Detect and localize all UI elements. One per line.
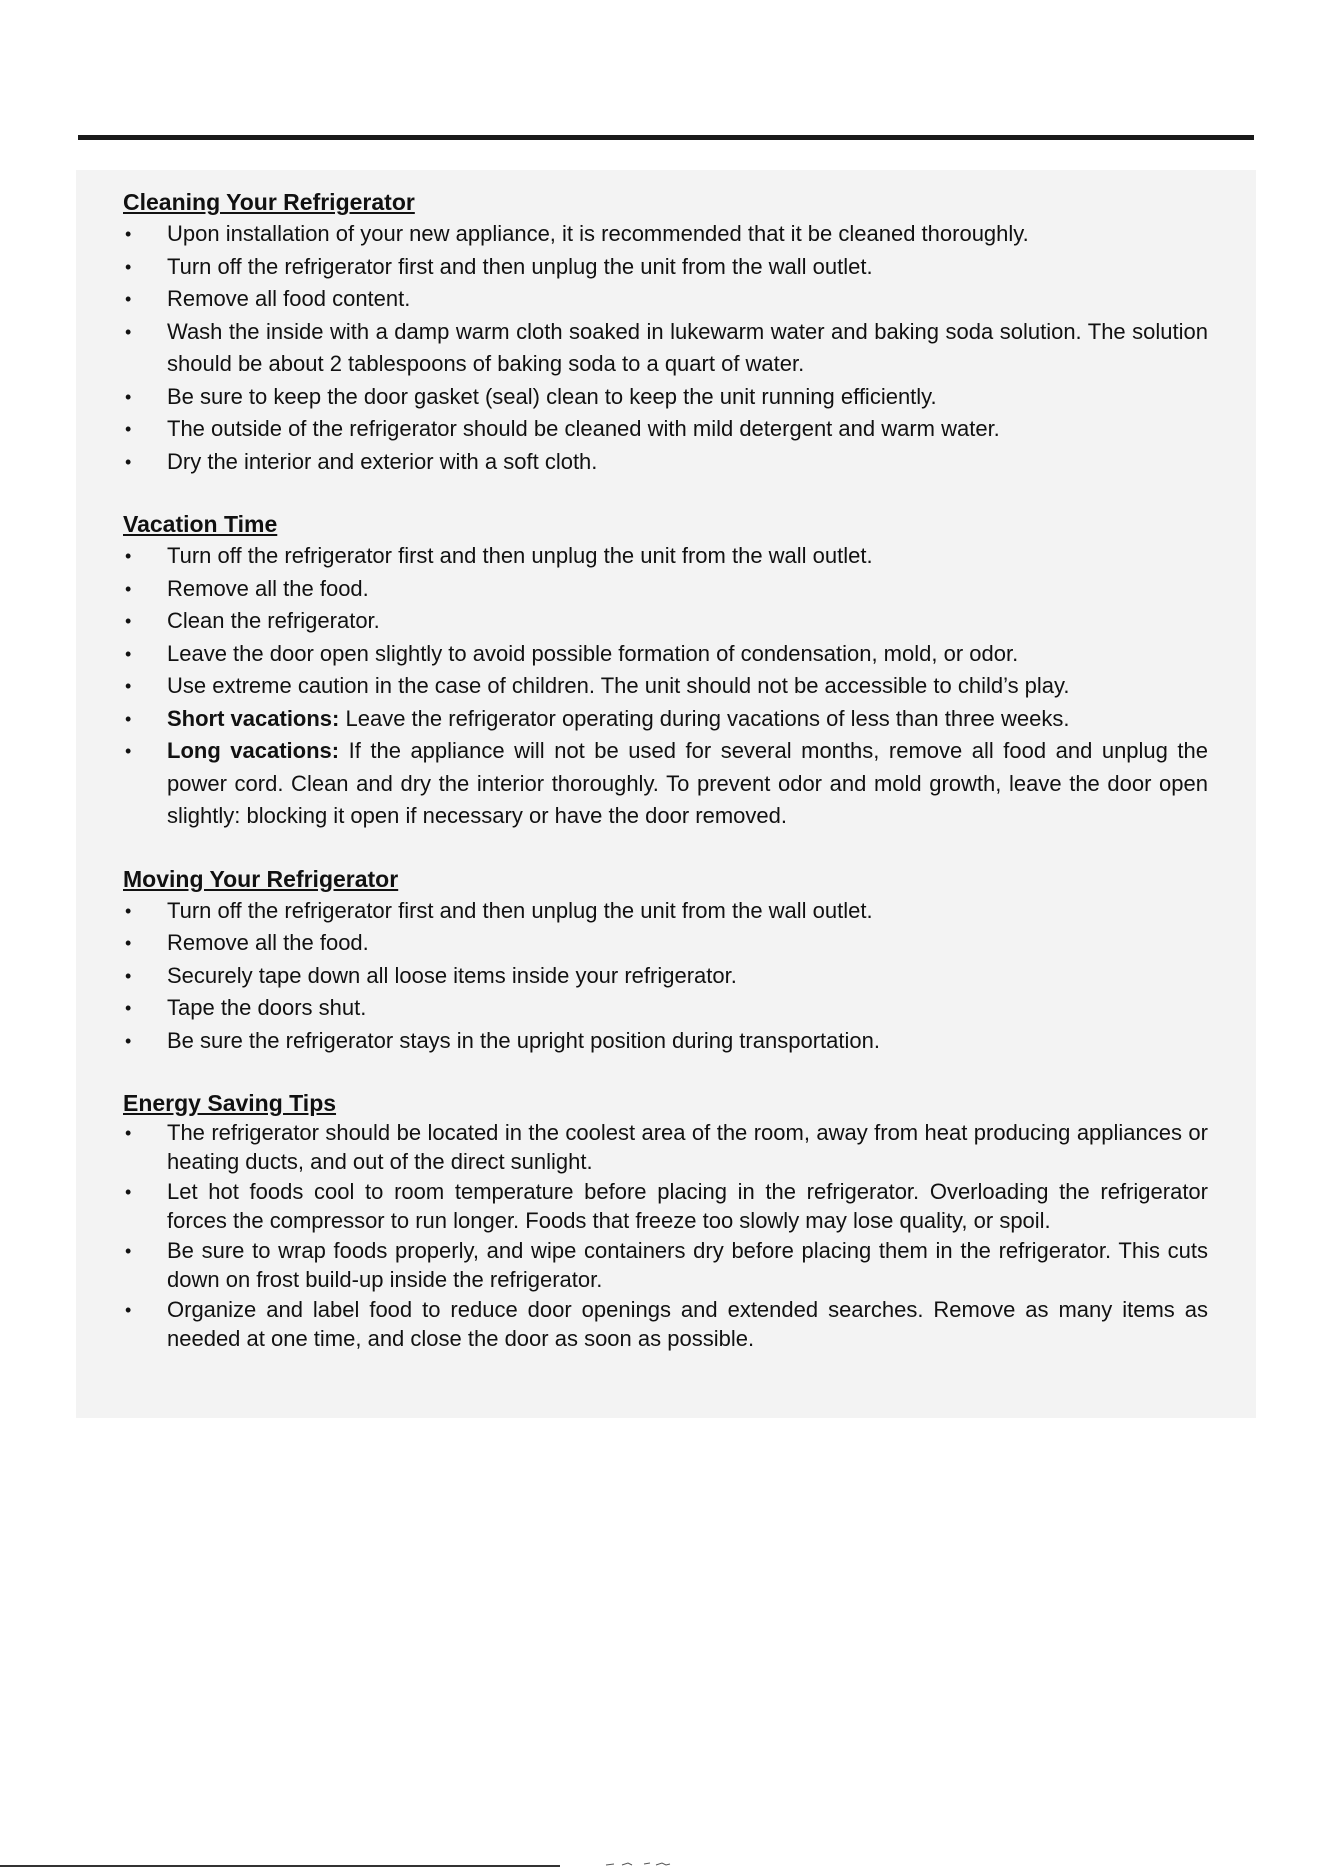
section-moving xyxy=(123,863,1208,1058)
item-text: Remove all the food. xyxy=(167,930,369,955)
bullet-icon: • xyxy=(125,451,132,472)
list-item xyxy=(123,1025,1208,1058)
bullet-list xyxy=(123,1119,1208,1353)
list-item xyxy=(123,1119,1208,1176)
bullet-icon: • xyxy=(125,1182,132,1202)
section-vacation xyxy=(123,508,1208,833)
bullet-list xyxy=(123,218,1208,478)
list-item xyxy=(123,316,1208,381)
bullet-icon: • xyxy=(125,611,132,631)
item-text: Securely tape down all loose items inside your refrigerator. xyxy=(167,962,737,988)
list-item xyxy=(123,992,1208,1025)
item-text: Be sure to keep the door gasket (seal) clean to keep the unit running efficiently. xyxy=(167,383,937,409)
list-item xyxy=(123,251,1208,284)
section-energy xyxy=(123,1087,1208,1353)
bullet-icon: • xyxy=(125,900,132,921)
bullet-icon: • xyxy=(125,1300,132,1320)
item-text: Remove all food content. xyxy=(167,286,411,311)
list-item xyxy=(123,1178,1208,1235)
item-text: Wash the inside with a damp warm cloth soaked in lukewarm water and baking soda solution. The solution should be about 2 tablespoons of baking soda to a quart of water. xyxy=(167,318,1208,376)
section-cleaning xyxy=(123,186,1208,478)
item-text: Be sure to wrap foods properly, and wipe containers dry before placing them in the refrigerator. This cuts down on frost build-up inside the refrigerator. xyxy=(167,1238,1208,1292)
item-text: Tape the doors shut. xyxy=(167,995,367,1020)
bottom-rule xyxy=(0,1865,560,1867)
item-text: Turn off the refrigerator first and then unplug the unit from the wall outlet. xyxy=(167,253,873,279)
item-text: Let hot foods cool to room temperature before placing in the refrigerator. Overloading the refrigerator forces the compressor to run longer. Foods that freeze too slowly may lose quality, or spoil. xyxy=(167,1179,1208,1233)
bullet-icon: • xyxy=(125,1123,132,1143)
item-text: The outside of the refrigerator should be cleaned with mild detergent and warm water. xyxy=(167,416,1000,441)
top-rule xyxy=(78,135,1254,140)
item-bold-label: Long vacations: xyxy=(167,738,340,763)
item-text: Dry the interior and exterior with a soft cloth. xyxy=(167,448,598,474)
bullet-icon: • xyxy=(125,643,132,664)
bullet-icon: • xyxy=(125,708,132,729)
list-item xyxy=(123,413,1208,446)
bullet-icon: • xyxy=(125,321,132,342)
bullet-icon: • xyxy=(125,998,132,1018)
list-item xyxy=(123,670,1208,703)
list-item xyxy=(123,703,1208,736)
bullet-icon: • xyxy=(125,1241,132,1261)
bullet-icon: • xyxy=(125,578,132,599)
list-item xyxy=(123,1296,1208,1353)
bullet-icon: • xyxy=(125,1030,132,1051)
bullet-icon: • xyxy=(125,419,132,439)
item-text: Leave the refrigerator operating during vacations of less than three weeks. xyxy=(339,705,1070,731)
section-heading: Energy Saving Tips xyxy=(123,1090,337,1116)
list-item xyxy=(123,735,1208,833)
bullet-icon: • xyxy=(125,289,132,309)
item-bold-label: Short vacations: xyxy=(167,705,340,731)
item-text: Organize and label food to reduce door openings and extended searches. Remove as many items as needed at one time, and close the door as soon as possible. xyxy=(167,1297,1208,1351)
bullet-list xyxy=(123,895,1208,1058)
section-heading: Cleaning Your Refrigerator xyxy=(123,189,415,215)
bullet-icon: • xyxy=(125,965,132,986)
bullet-list xyxy=(123,540,1208,833)
list-item xyxy=(123,1237,1208,1294)
bullet-icon: • xyxy=(125,224,132,244)
bullet-icon: • xyxy=(125,676,132,696)
item-text: Turn off the refrigerator first and then unplug the unit from the wall outlet. xyxy=(167,897,873,923)
bullet-icon: • xyxy=(125,741,132,761)
item-text: If the appliance will not be used for several months, remove all food and unplug the power cord. Clean and dry the interior thoroughly. To prevent odor and mold growth, leave the door open slightly: blocking it open if necessary or have the door removed. xyxy=(167,738,1208,828)
list-item xyxy=(123,927,1208,960)
list-item xyxy=(123,381,1208,414)
item-text: Upon installation of your new appliance, it is recommended that it be cleaned thoroughly. xyxy=(167,221,1029,246)
document-body xyxy=(123,186,1208,1355)
bullet-icon: • xyxy=(125,256,132,277)
list-item xyxy=(123,638,1208,671)
section-heading: Vacation Time xyxy=(123,511,278,537)
item-text: Turn off the refrigerator first and then unplug the unit from the wall outlet. xyxy=(167,543,873,568)
item-text: The refrigerator should be located in the coolest area of the room, away from heat producing appliances or heating ducts, and out of the direct sunlight. xyxy=(167,1120,1208,1174)
list-item xyxy=(123,218,1208,251)
item-text: Leave the door open slightly to avoid possible formation of condensation, mold, or odor. xyxy=(167,640,1019,666)
list-item xyxy=(123,573,1208,606)
list-item xyxy=(123,446,1208,479)
item-text: Use extreme caution in the case of children. The unit should not be accessible to child’s play. xyxy=(167,673,1070,698)
list-item xyxy=(123,895,1208,928)
list-item xyxy=(123,960,1208,993)
item-text: Be sure the refrigerator stays in the upright position during transportation. xyxy=(167,1027,880,1053)
bullet-icon: • xyxy=(125,933,132,953)
bullet-icon: • xyxy=(125,546,132,566)
list-item xyxy=(123,283,1208,316)
item-text: Remove all the food. xyxy=(167,575,369,601)
footer-mark xyxy=(604,1861,694,1867)
bullet-icon: • xyxy=(125,386,132,407)
item-text: Clean the refrigerator. xyxy=(167,608,380,633)
list-item xyxy=(123,540,1208,573)
section-heading: Moving Your Refrigerator xyxy=(123,865,399,892)
list-item xyxy=(123,605,1208,638)
